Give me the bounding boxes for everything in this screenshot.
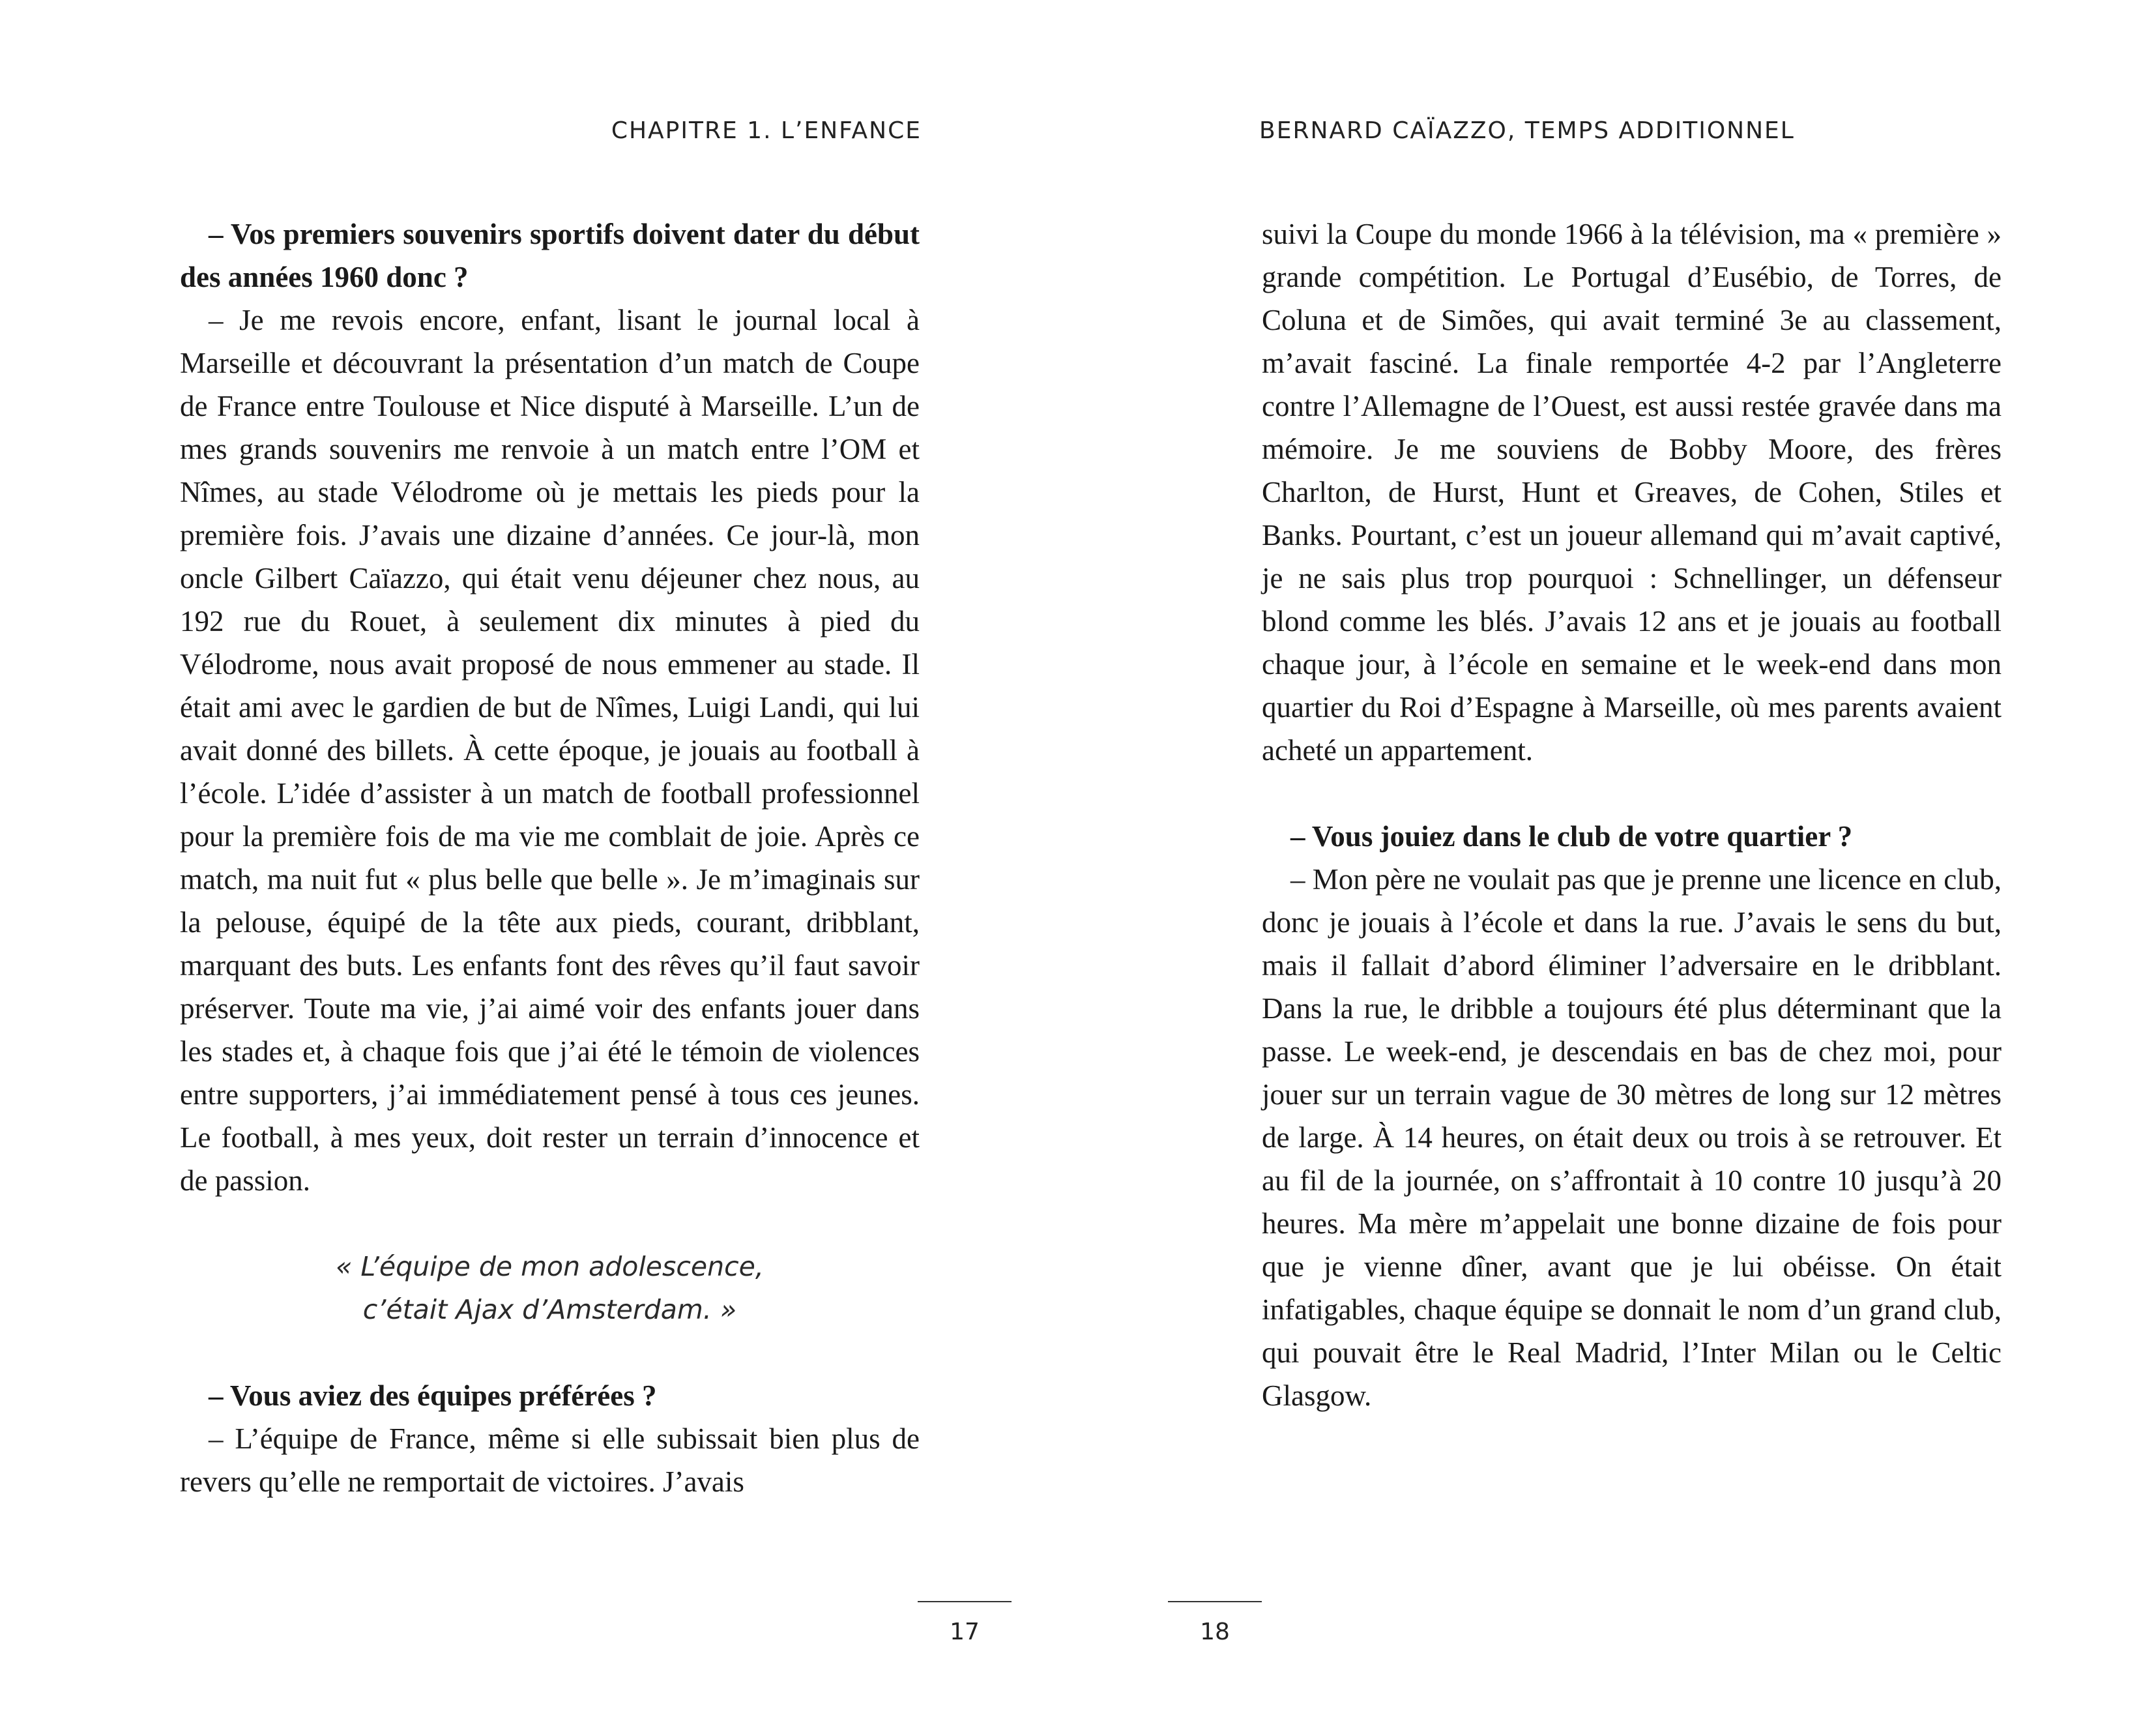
interview-question: – Vous aviez des équipes préférées ? (209, 1379, 657, 1412)
paragraph-spacer (180, 1202, 920, 1245)
pull-quote-line: « L’équipe de mon adolescence, (336, 1251, 764, 1282)
pull-quote (180, 1245, 920, 1331)
right-text-block (1262, 213, 2002, 1417)
folio-rule (918, 1601, 1012, 1602)
interview-question: – Vos premiers souvenirs sportifs doivent dater du début des années 1960 donc ? (180, 218, 920, 293)
interview-answer-continued: suivi la Coupe du monde 1966 à la télévision, ma « première » grande compétition. Le Portugal d’Eusébio, de Torres, de Coluna et de Simões, qui avait terminé 3e au classement, m’avait fasciné. La finale remportée 4-2 par l’Angleterre contre l’Allemagne de l’Ouest, est aussi restée gravée dans ma mémoire. Je me souviens de Bobby Moore, des frères Charlton, de Hurst, Hunt et Greaves, de Cohen, Stiles et Banks. Pourtant, c’est un joueur allemand qui m’avait captivé, je ne sais plus trop pourquoi : Schnellinger, un défenseur blond comme les blés. J’avais 12 ans et je jouais au football chaque jour, à l’école en semaine et le week-end dans mon quartier du Roi d’Espagne à Marseille, où mes parents avaient acheté un appartement. (1262, 218, 2002, 767)
paragraph-spacer (180, 1331, 920, 1374)
pull-quote-line: c’était Ajax d’Amsterdam. » (362, 1294, 737, 1325)
running-head-book-title: BERNARD CAÏAZZO, TEMPS ADDITIONNEL (1259, 117, 1795, 144)
interview-answer: – L’équipe de France, même si elle subissait bien plus de revers qu’elle ne remportait de victoires. J’avais (180, 1422, 920, 1498)
folio-rule (1168, 1601, 1262, 1602)
page-number: 17 (950, 1619, 980, 1645)
page-number-block (1168, 1601, 1262, 1647)
running-head-chapter: CHAPITRE 1. L’ENFANCE (611, 117, 922, 144)
page-number: 18 (1200, 1619, 1230, 1645)
interview-answer: – Mon père ne voulait pas que je prenne une licence en club, donc je jouais à l’école et dans la rue. J’avais le sens du but, mais il fallait d’abord éliminer l’adversaire en le dribblant. Dans la rue, le dribble a toujours été plus déterminant que la passe. Le week-end, je descendais en bas de chez moi, pour jouer sur un terrain vague de 30 mètres de long sur 12 mètres de large. À 14 heures, on était deux ou trois à se retrouver. Et au fil de la journée, on s’affrontait à 10 contre 10 jusqu’à 20 heures. Ma mère m’appelait une bonne dizaine de fois pour que je vienne dîner, avant que je lui obéisse. On était infatigables, chaque équipe se donnait le nom d’un grand club, qui pouvait être le Real Madrid, l’Inter Milan ou le Celtic Glasgow. (1262, 863, 2002, 1412)
paragraph-spacer (1262, 772, 2002, 815)
interview-answer: – Je me revois encore, enfant, lisant le journal local à Marseille et découvrant la présentation d’un match de Coupe de France entre Toulouse et Nice disputé à Marseille. L’un de mes grands souvenirs me renvoie à un match entre l’OM et Nîmes, au stade Vélodrome où je mettais les pieds pour la première fois. J’avais une dizaine d’années. Ce jour-là, mon oncle Gilbert Caïazzo, qui était venu déjeuner chez nous, au 192 rue du Rouet, à seulement dix minutes à pied du Vélodrome, nous avait proposé de nous emmener au stade. Il était ami avec le gardien de but de Nîmes, Luigi Landi, qui lui avait donné des billets. À cette époque, je jouais au football à l’école. L’idée d’assister à un match de football professionnel pour la première fois de ma vie me comblait de joie. Après ce match, ma nuit fut « plus belle que belle ». Je m’imaginais sur la pelouse, équipé de la tête aux pieds, courant, dribblant, marquant des buts. Les enfants font des rêves qu’il faut savoir préserver. Toute ma vie, j’ai aimé voir des enfants jouer dans les stades et, à chaque fois que j’ai été le témoin de violences entre supporters, j’ai immédiatement pensé à tous ces jeunes. Le football, à mes yeux, doit rester un terrain d’innocence et de passion. (180, 304, 920, 1197)
page-number-block (918, 1601, 1012, 1647)
right-page (1078, 0, 2156, 1732)
interview-question: – Vous jouiez dans le club de votre quartier ? (1290, 820, 1853, 853)
left-text-block (180, 213, 920, 1503)
